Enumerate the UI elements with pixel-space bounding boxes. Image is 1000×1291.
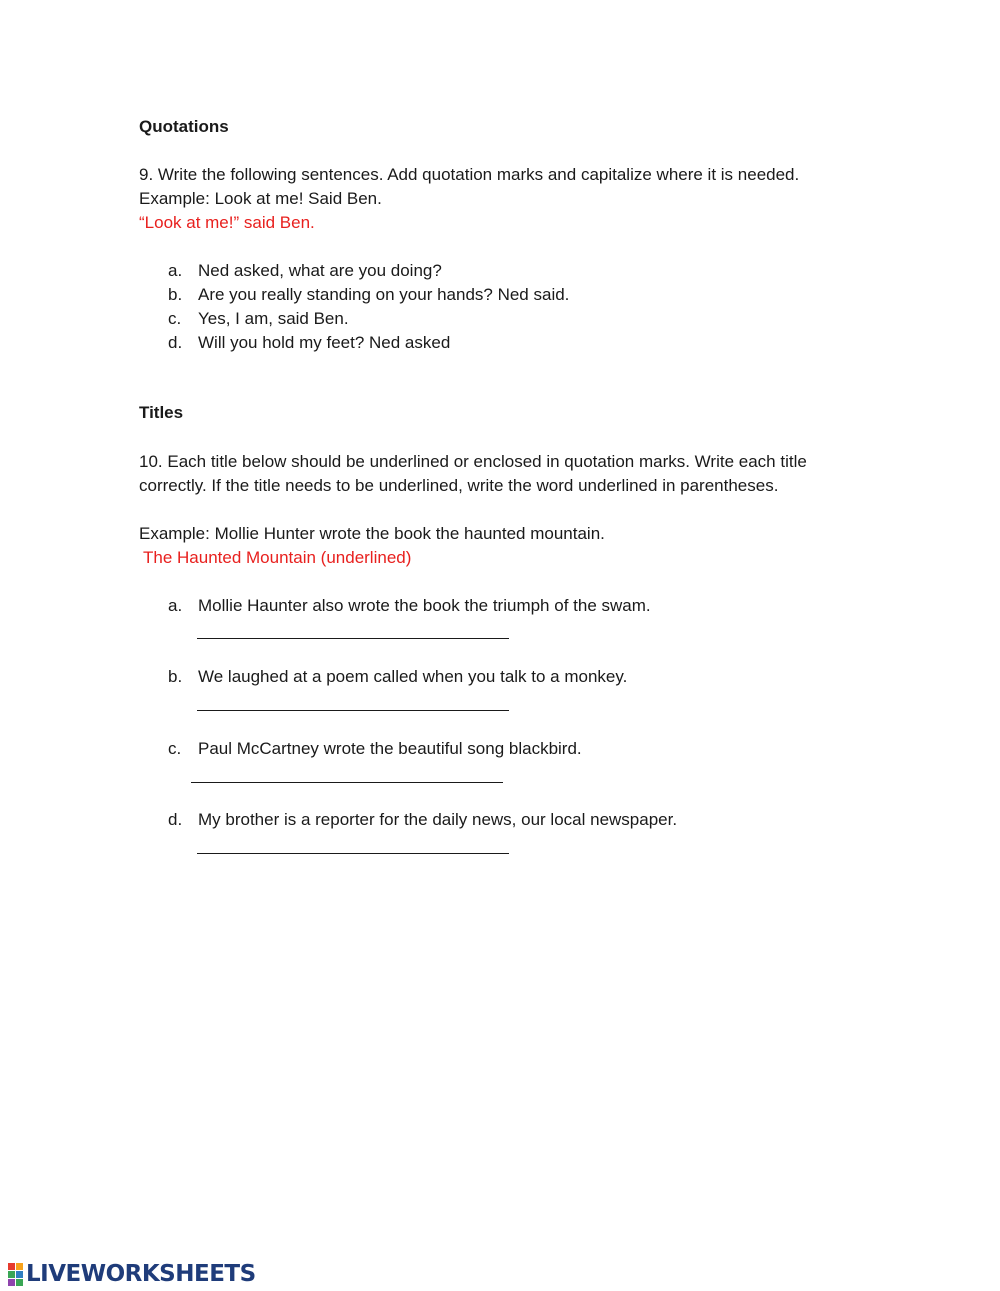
logo-block <box>8 1279 15 1286</box>
list-item: My brother is a reporter for the daily news, our local newspaper. <box>198 810 678 829</box>
titles-instruction-line2: correctly. If the title needs to be underlined, write the word underlined in parentheses. <box>139 476 779 495</box>
list-item: Paul McCartney wrote the beautiful song blackbird. <box>198 739 582 758</box>
list-item: Ned asked, what are you doing? <box>198 261 442 280</box>
answer-blank-d[interactable] <box>197 853 509 854</box>
list-item-letter: b. <box>168 285 183 304</box>
logo-text: LIVEWORKSHEETS <box>26 1261 256 1287</box>
logo-block <box>16 1279 23 1286</box>
titles-instruction-line1: 10. Each title below should be underlined or enclosed in quotation marks. Write each title <box>139 452 807 471</box>
list-item-letter: a. <box>168 596 183 615</box>
list-item: We laughed at a poem called when you talk to a monkey. <box>198 667 628 686</box>
list-item-letter: c. <box>168 739 182 758</box>
logo-block <box>8 1263 15 1270</box>
list-item: Yes, I am, said Ben. <box>198 309 349 328</box>
logo-blocks-icon <box>8 1263 23 1286</box>
titles-example: Example: Mollie Hunter wrote the book the haunted mountain. <box>139 524 605 543</box>
list-item-letter: b. <box>168 667 183 686</box>
list-item: Mollie Haunter also wrote the book the triumph of the swam. <box>198 596 651 615</box>
logo-block <box>8 1271 15 1278</box>
quotations-instruction: 9. Write the following sentences. Add quotation marks and capitalize where it is needed. <box>139 165 800 184</box>
answer-blank-c[interactable] <box>191 782 503 783</box>
list-item: Are you really standing on your hands? Ned said. <box>198 285 570 304</box>
liveworksheets-logo <box>8 1259 256 1289</box>
list-item-letter: a. <box>168 261 183 280</box>
answer-blank-a[interactable] <box>197 638 509 639</box>
list-item-letter: d. <box>168 333 183 352</box>
quotations-example-answer: “Look at me!” said Ben. <box>139 213 315 232</box>
logo-block <box>16 1263 23 1270</box>
list-item-letter: d. <box>168 810 183 829</box>
logo-block <box>16 1271 23 1278</box>
titles-example-answer: The Haunted Mountain (underlined) <box>143 548 412 567</box>
answer-blank-b[interactable] <box>197 710 509 711</box>
list-item-letter: c. <box>168 309 182 328</box>
quotations-example: Example: Look at me! Said Ben. <box>139 189 382 208</box>
quotations-heading: Quotations <box>139 117 229 136</box>
list-item: Will you hold my feet? Ned asked <box>198 333 451 352</box>
titles-heading: Titles <box>139 403 184 422</box>
